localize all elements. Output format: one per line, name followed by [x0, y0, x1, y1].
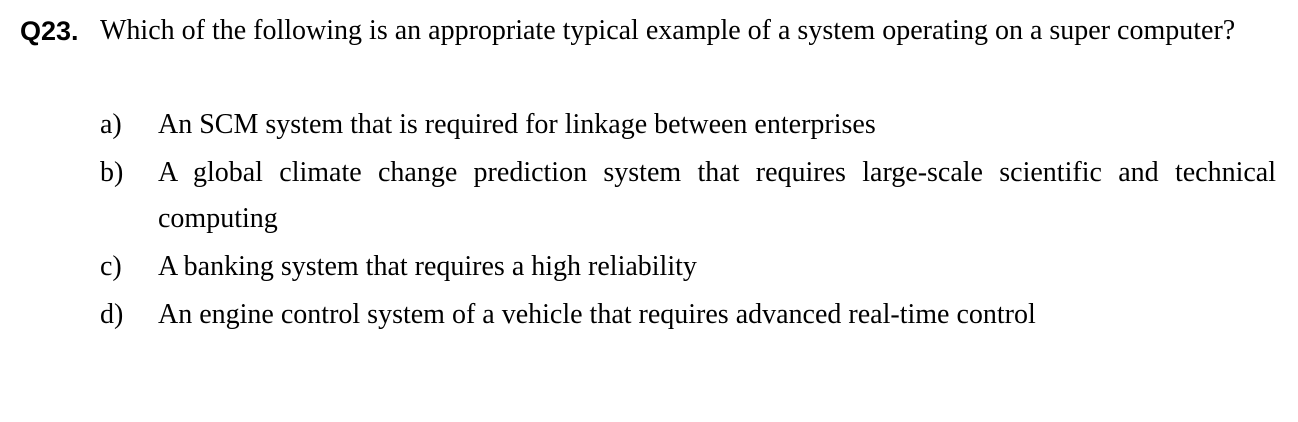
question-number: Q23.	[20, 16, 79, 46]
option-a-text: An SCM system that is required for linkage between enterprises	[158, 109, 876, 140]
option-b-label: b)	[100, 157, 124, 188]
question-text: Which of the following is an appropriate typical example of a system operating on a super computer?	[100, 15, 1236, 46]
answer-options-list	[14, 102, 1284, 338]
option-d-text: An engine control system of a vehicle that requires advanced real-time control	[158, 299, 1036, 330]
option-b-text: A global climate change prediction system that requires large-scale scientific and technical computing	[158, 157, 1276, 234]
option-b[interactable]	[100, 150, 1284, 242]
option-d[interactable]	[100, 292, 1284, 338]
option-d-label: d)	[100, 299, 124, 330]
option-c[interactable]	[100, 244, 1284, 290]
option-c-text: A banking system that requires a high reliability	[158, 251, 697, 282]
option-c-label: c)	[100, 251, 122, 282]
option-a[interactable]	[100, 102, 1284, 148]
option-a-label: a)	[100, 109, 122, 140]
question-block	[14, 8, 1284, 54]
